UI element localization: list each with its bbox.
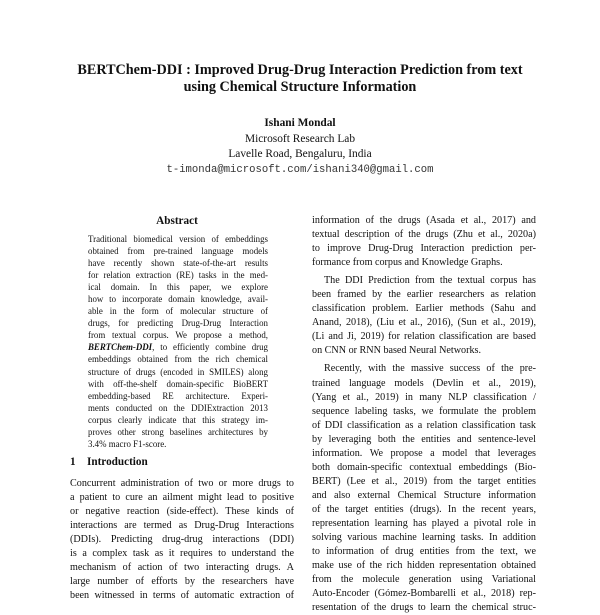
right-column-text [312,214,536,615]
abstract-line: obtained from pre-trained language models [88,246,268,257]
body-line: sequence labeling tasks, we formulate the problem [312,405,536,417]
body-line: and also external Chemical Structure information [312,489,536,501]
body-line: (Yang et al., 2019) in many NLP classification / [312,391,536,403]
abstract-line: embeddings obtained from the rich chemical [88,354,268,365]
body-line: to information of drug entities from the text, we [312,546,536,558]
abstract-line: have recently shown state-of-the-art results [88,258,268,269]
abstract-heading: Abstract [156,215,198,227]
body-line: textual description of the drugs (Zhu et al., 2020a) [312,229,536,241]
body-line: interactions are termed as Drug-Drug Interactions [70,520,294,532]
section-number: 1 [70,456,76,468]
body-line: by leveraging both the entities and sentence-level [312,433,536,445]
abstract-line: how to incorporate domain knowledge, avail- [88,294,268,305]
abstract-line: structure of drugs (encoded in SMILES) along [88,366,268,377]
abstract-line: Traditional biomedical version of embeddings [88,234,268,244]
abstract-line-emphasis [88,341,268,353]
title-line: BERTChem-DDI : Improved Drug-Drug Interaction Prediction from text [77,62,523,78]
abstract-line: embedding-based RE architecture. Experi- [88,390,268,401]
abstract-line: ments conducted on the DDIExtraction 2013 [88,402,268,413]
abstract-line: ical domain. In this paper, we explore [88,282,268,293]
body-line: on CNN or RNN based Neural Networks. [312,345,482,357]
body-line: representation learning has played a pivotal role in [312,517,536,529]
abstract-line: drugs, for predicting Drug-Drug Interaction [88,318,268,329]
body-line: solving various machine learning tasks. In addition [312,532,536,544]
paper-title [40,62,560,96]
abstract-line: for relation extraction (RE) tasks in the med- [88,270,268,281]
body-line: (Li and Ji, 2019) for relation classification are based [312,331,536,343]
body-line: The DDI Prediction from the textual corpus has [324,275,536,287]
body-line: large number of efforts by the researchers have [70,576,294,588]
body-line: trained language models (Devlin et al., 2019), [312,377,536,389]
abstract-line: 3.4% macro F1-score. [88,438,167,449]
abstract-line: with off-the-shelf domain-specific BioBERT [88,378,268,389]
abstract-line: corpus clearly indicate that this strategy im- [88,414,268,425]
author-block [40,116,560,178]
body-line: of the target entities (drugs). In the recent years, [312,503,536,515]
body-line: Anand, 2018), (Liu et al., 2016), (Sun et al., 2019), [312,317,536,329]
body-line: to improve Drug-Drug Interaction prediction per- [312,243,536,255]
section-title: Introduction [87,456,148,468]
introduction-text [70,477,294,603]
body-line: both domain-specific contextual embeddings (Bio- [312,461,536,473]
author-affiliation: Microsoft Research Lab [244,132,356,145]
body-line: information. We propose a model that leverages [312,447,536,459]
body-line: Concurrent administration of two or more drugs to [70,478,294,489]
author-name: Ishani Mondal [264,117,336,129]
body-line: information of the drugs (Asada et al., 2017) and [312,215,536,226]
body-line: make use of the rich hidden representation obtained [312,560,536,572]
method-name: BERTChem-DDI [88,342,153,353]
body-line: Recently, with the massive success of the pre- [324,363,536,375]
body-line: classification problem. Earlier methods (Sahu and [312,303,536,315]
body-line: (DDIs). Predicting drug-drug interactions (DDI) [70,534,294,546]
body-line: formance from corpus and Knowledge Graphs. [312,257,503,269]
body-line: from the molecule generation using Variational [312,574,536,586]
body-line: been framed by the earlier researchers as relation [312,289,536,301]
section-heading-introduction [70,455,300,469]
abstract-line: proves other strong baselines architectures by [88,426,268,437]
author-email: t-imonda@microsoft.com/ishani340@gmail.com [166,163,434,176]
body-line: or negative reaction (side-effect). These kinds of [70,506,294,518]
abstract-line-rest: , to efficiently combine drug [152,342,268,353]
abstract-line: able in the form of molecular structure of [88,306,268,317]
abstract-text [88,233,268,450]
author-address: Lavelle Road, Bengaluru, India [228,148,372,160]
body-line: of DDI classification as a relation classification task [312,419,536,431]
title-line: using Chemical Structure Information [183,79,417,95]
body-line: mechanism of action of two interacting drugs. A [70,562,294,574]
body-line: resentation of the drugs to learn the chemical struc- [312,602,536,614]
body-line: BERT) (Lee et al., 2019) from the target entities [312,475,536,487]
body-line: been witnessed in terms of automatic extraction of [70,590,294,602]
body-line: a patient to cure an ailment might lead to positive [70,492,294,504]
abstract-line: from textual corpus. We propose a method, [88,330,268,341]
body-line: is a complex task as it requires to understand the [70,548,294,560]
body-line: Auto-Encoder (Gómez-Bombarelli et al., 2018) rep- [312,588,536,600]
